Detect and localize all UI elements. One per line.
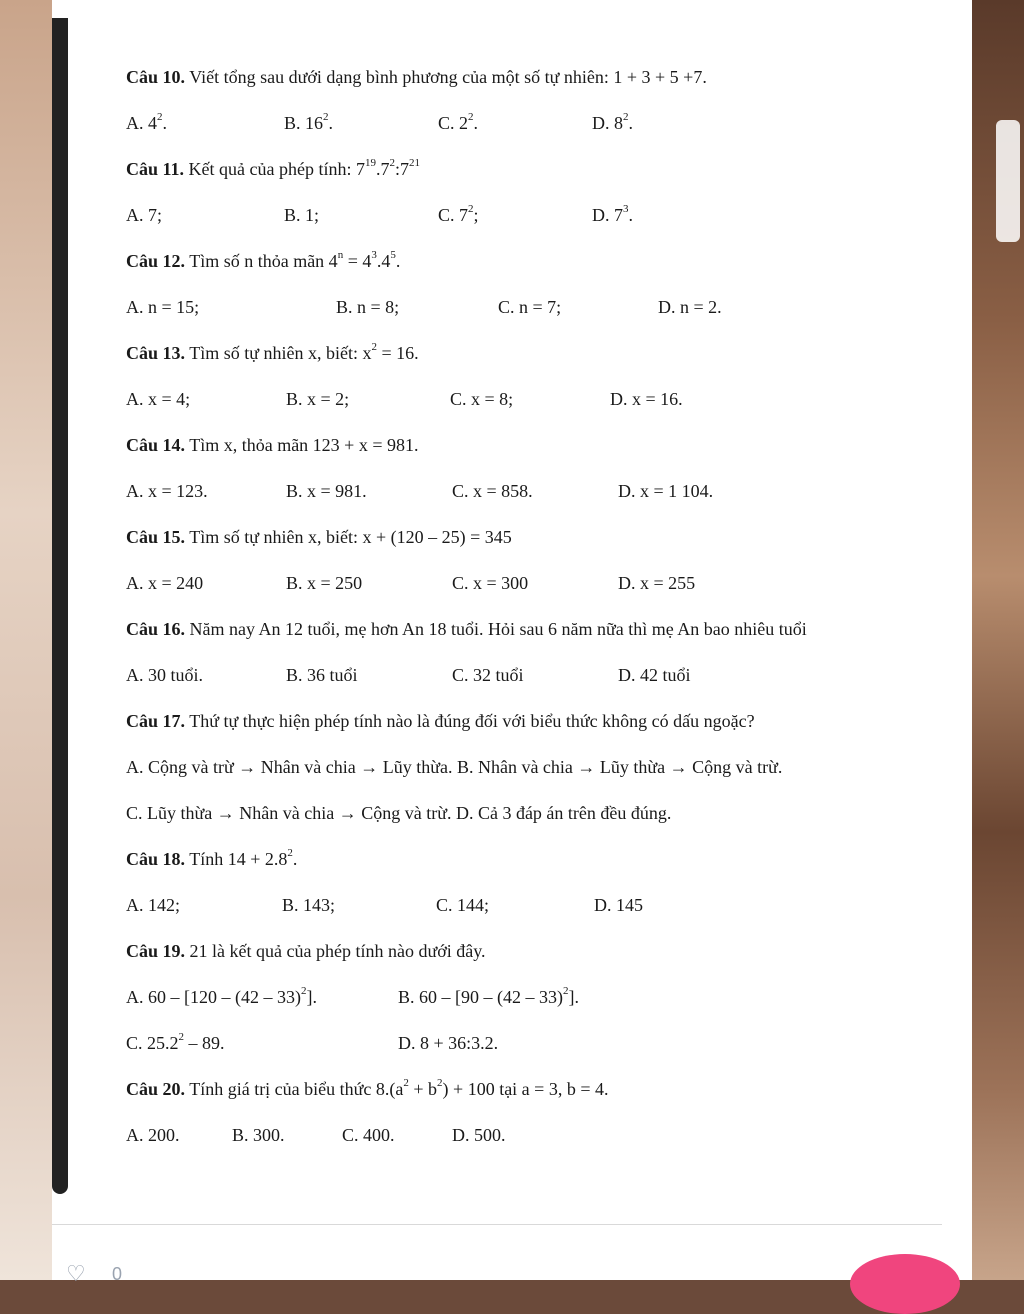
- question-18: Câu 18. Tính $14 + 2.8^2$.: [126, 847, 298, 869]
- options-15: [126, 560, 956, 606]
- option-16a: A. 30 tuổi.: [126, 665, 204, 685]
- question-15: Câu 15. Tìm số tự nhiên x, biết: x + (120 – 25) = 345: [126, 527, 512, 547]
- option-12c: C. n = 7;: [498, 297, 562, 317]
- scrollbar-thumb[interactable]: [996, 120, 1020, 242]
- options-17-cd: C. Lũy thừa → Nhân và chia → Cộng và trừ. D. Cả 3 đáp án trên đều đúng.: [126, 803, 672, 823]
- option-19d: D. 8 + 36:3.2.: [398, 1033, 499, 1053]
- option-13a: A. x = 4;: [126, 389, 191, 409]
- options-19-ab: [126, 974, 956, 1020]
- action-button[interactable]: [850, 1254, 960, 1314]
- option-11c: C. $7^2$;: [438, 203, 479, 225]
- question-19: Câu 19. 21 là kết quả của phép tính nào dưới đây.: [126, 941, 486, 961]
- question-11: Câu 11. Kết quả của phép tính: $7^{19}.7^2:7^{21}$: [126, 157, 420, 179]
- question-12: Câu 12. Tìm số n thỏa mãn $4^n = 4^3.4^5$.: [126, 249, 401, 271]
- option-18c: C. 144;: [436, 895, 490, 915]
- option-19c: C. 25.2$^2$ – 89.: [126, 1031, 225, 1053]
- option-10b: B. $16^2$.: [284, 111, 334, 133]
- like-count: 0: [112, 1264, 123, 1284]
- options-20: [126, 1112, 956, 1158]
- question-17: Câu 17. Thứ tự thực hiện phép tính nào là đúng đối với biểu thức không có dấu ngoặc?: [126, 711, 755, 731]
- option-10c: C. $2^2$.: [438, 111, 479, 133]
- option-15c: C. x = 300: [452, 573, 529, 593]
- option-16c: C. 32 tuổi: [452, 665, 524, 685]
- option-10d: D. $8^2$.: [592, 111, 633, 133]
- heart-icon[interactable]: ♡: [66, 1262, 86, 1287]
- options-10: [126, 100, 956, 146]
- option-19b: B. 60 – [90 – (42 – 33)$^2$].: [398, 985, 579, 1007]
- option-20b: B. 300.: [232, 1125, 285, 1145]
- option-15b: B. x = 250: [286, 573, 363, 593]
- question-10: Câu 10. Viết tổng sau dưới dạng bình phương của một số tự nhiên: 1 + 3 + 5 +7.: [126, 67, 707, 87]
- option-12d: D. n = 2.: [658, 297, 722, 317]
- option-13b: B. x = 2;: [286, 389, 350, 409]
- option-16d: D. 42 tuổi: [618, 665, 691, 685]
- question-16: Câu 16. Năm nay An 12 tuổi, mẹ hơn An 18 tuổi. Hỏi sau 6 năm nữa thì mẹ An bao nhiêu tuổi: [126, 619, 807, 639]
- options-16: [126, 652, 956, 698]
- option-18d: D. 145: [594, 895, 643, 915]
- options-17-ab: A. Cộng và trừ → Nhân và chia → Lũy thừa. B. Nhân và chia → Lũy thừa → Cộng và trừ.: [126, 757, 783, 777]
- option-15d: D. x = 255: [618, 573, 696, 593]
- options-11: [126, 192, 956, 238]
- options-14: [126, 468, 956, 514]
- option-12a: A. n = 15;: [126, 297, 200, 317]
- options-12: [126, 284, 956, 330]
- option-16b: B. 36 tuổi: [286, 665, 358, 685]
- option-11b: B. 1;: [284, 205, 320, 225]
- options-13: [126, 376, 956, 422]
- option-14b: B. x = 981.: [286, 481, 367, 501]
- question-20: Câu 20. Tính giá trị của biểu thức $8.(a^2 + b^2) + 100$ tại a = 3, b = 4.: [126, 1077, 609, 1099]
- quote-bar: [52, 18, 68, 1194]
- option-11a: A. 7;: [126, 205, 162, 225]
- footer-divider: [52, 1224, 942, 1225]
- options-18: [126, 882, 956, 928]
- option-18b: B. 143;: [282, 895, 336, 915]
- option-14a: A. x = 123.: [126, 481, 208, 501]
- option-14d: D. x = 1 104.: [618, 481, 714, 501]
- option-14c: C. x = 858.: [452, 481, 533, 501]
- option-10a: A. $4^2$.: [126, 111, 167, 133]
- option-20c: C. 400.: [342, 1125, 395, 1145]
- option-19a: A. 60 – [120 – (42 – 33)$^2$].: [126, 985, 317, 1007]
- option-11d: D. $7^3$.: [592, 203, 633, 225]
- option-13c: C. x = 8;: [450, 389, 514, 409]
- option-12b: B. n = 8;: [336, 297, 400, 317]
- option-18a: A. 142;: [126, 895, 180, 915]
- background-left: [0, 0, 52, 1280]
- question-13: Câu 13. Tìm số tự nhiên x, biết: $x^2 = 16$.: [126, 341, 419, 363]
- option-20a: A. 200.: [126, 1125, 180, 1145]
- option-15a: A. x = 240: [126, 573, 204, 593]
- quiz-document: [126, 54, 956, 1158]
- option-13d: D. x = 16.: [610, 389, 683, 409]
- question-14: Câu 14. Tìm x, thỏa mãn 123 + x = 981.: [126, 435, 419, 455]
- option-20d: D. 500.: [452, 1125, 506, 1145]
- options-19-cd: [126, 1020, 956, 1066]
